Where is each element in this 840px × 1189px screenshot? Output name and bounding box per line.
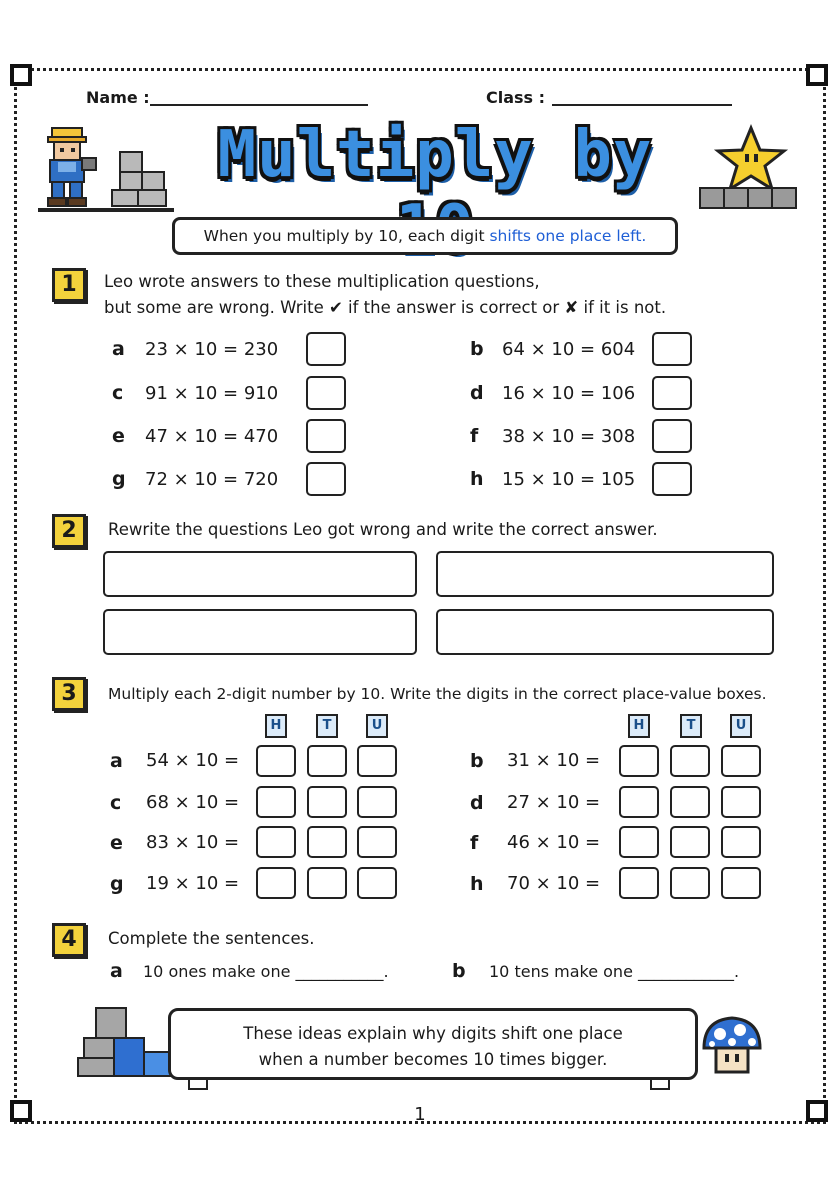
tens-box[interactable] (307, 745, 347, 777)
q3-letter: d (470, 792, 484, 814)
units-box[interactable] (721, 745, 761, 777)
check-box[interactable] (306, 332, 346, 366)
q4-letter: b (452, 960, 466, 982)
units-box[interactable] (721, 786, 761, 818)
footer-note (168, 1008, 698, 1080)
tens-box[interactable] (670, 786, 710, 818)
q3-letter: e (110, 832, 123, 854)
name-label: Name : (86, 88, 150, 107)
section-3-instruction: Multiply each 2-digit number by 10. Write the digits in the correct place-value boxes. (108, 685, 767, 703)
subtitle-highlight: shifts one place left. (489, 227, 647, 245)
q3-equation: 54 × 10 = (146, 750, 240, 771)
q3-letter: h (470, 873, 484, 895)
q1-equation: 47 × 10 = 470 (145, 426, 279, 447)
q1-letter: d (470, 382, 484, 404)
section-2-instruction: Rewrite the questions Leo got wrong and write the correct answer. (108, 520, 658, 539)
q3-equation: 83 × 10 = (146, 832, 240, 853)
footer-line2: when a number becomes 10 times bigger. (258, 1050, 608, 1069)
hundreds-box[interactable] (619, 786, 659, 818)
check-box[interactable] (652, 376, 692, 410)
check-box[interactable] (652, 332, 692, 366)
page-number: 1 (414, 1104, 426, 1125)
q1-equation: 23 × 10 = 230 (145, 339, 279, 360)
answer-box[interactable] (436, 609, 774, 655)
hundreds-box[interactable] (256, 786, 296, 818)
blocks-icon (74, 1004, 182, 1078)
q3-letter: b (470, 750, 484, 772)
q1-equation: 91 × 10 = 910 (145, 383, 279, 404)
q3-equation: 46 × 10 = (507, 832, 601, 853)
q1-equation: 16 × 10 = 106 (502, 383, 636, 404)
hundreds-box[interactable] (256, 867, 296, 899)
q3-equation: 70 × 10 = (507, 873, 601, 894)
q1-letter: g (112, 468, 126, 490)
units-header: U (730, 714, 752, 738)
section-4-instruction: Complete the sentences. (108, 929, 315, 948)
q1-equation: 38 × 10 = 308 (502, 426, 636, 447)
check-box[interactable] (306, 419, 346, 453)
tens-box[interactable] (670, 745, 710, 777)
tens-header: T (316, 714, 338, 738)
section-1-badge: 1 (52, 268, 86, 302)
tens-header: T (680, 714, 702, 738)
sentence-a[interactable]: 10 ones make one ___________. (143, 962, 389, 981)
border-corner (10, 64, 32, 86)
answer-box[interactable] (436, 551, 774, 597)
q1-letter: b (470, 338, 484, 360)
border-corner (806, 1100, 828, 1122)
q3-letter: c (110, 792, 122, 814)
border-corner (10, 1100, 32, 1122)
q1-equation: 15 × 10 = 105 (502, 469, 636, 490)
q1-letter: h (470, 468, 484, 490)
q1-letter: a (112, 338, 125, 360)
subtitle-text: When you multiply by 10, each digit (203, 227, 490, 245)
q1-equation: 64 × 10 = 604 (502, 339, 636, 360)
page-title: Multiply by (217, 118, 653, 192)
footer-stand (188, 1080, 208, 1090)
q1-letter: c (112, 382, 124, 404)
section-3-badge: 3 (52, 677, 86, 711)
border-corner (806, 64, 828, 86)
q3-equation: 19 × 10 = (146, 873, 240, 894)
hundreds-header: H (628, 714, 650, 738)
units-box[interactable] (357, 786, 397, 818)
tens-box[interactable] (670, 867, 710, 899)
q1-equation: 72 × 10 = 720 (145, 469, 279, 490)
units-box[interactable] (357, 867, 397, 899)
hundreds-box[interactable] (619, 826, 659, 858)
answer-box[interactable] (103, 609, 417, 655)
check-box[interactable] (652, 419, 692, 453)
tens-box[interactable] (307, 786, 347, 818)
builder-character-icon (38, 124, 174, 214)
hundreds-box[interactable] (256, 826, 296, 858)
q3-letter: g (110, 873, 124, 895)
section-1-instruction-line1: Leo wrote answers to these multiplication questions, (104, 272, 540, 291)
units-box[interactable] (721, 867, 761, 899)
units-box[interactable] (357, 745, 397, 777)
class-label: Class : (486, 88, 546, 107)
section-4-badge: 4 (52, 923, 86, 957)
units-box[interactable] (357, 826, 397, 858)
class-field[interactable] (552, 104, 732, 106)
q3-equation: 31 × 10 = (507, 750, 601, 771)
footer-line1: These ideas explain why digits shift one place (243, 1024, 623, 1043)
hundreds-box[interactable] (619, 745, 659, 777)
mushroom-icon (700, 1014, 764, 1080)
tens-box[interactable] (307, 826, 347, 858)
check-box[interactable] (306, 462, 346, 496)
section-1-instruction-line2: but some are wrong. Write ✔ if the answer is correct or ✘ if it is not. (104, 298, 667, 317)
sentence-b[interactable]: 10 tens make one ____________. (489, 962, 740, 981)
subtitle-banner (172, 217, 678, 255)
q3-letter: a (110, 750, 123, 772)
units-box[interactable] (721, 826, 761, 858)
q3-letter: f (470, 832, 479, 854)
tens-box[interactable] (670, 826, 710, 858)
units-header: U (366, 714, 388, 738)
q4-letter: a (110, 960, 123, 982)
name-field[interactable] (150, 104, 368, 106)
footer-stand (650, 1080, 670, 1090)
hundreds-box[interactable] (619, 867, 659, 899)
section-2-badge: 2 (52, 514, 86, 548)
q3-equation: 68 × 10 = (146, 792, 240, 813)
answer-box[interactable] (103, 551, 417, 597)
star-icon (696, 124, 806, 214)
tens-box[interactable] (307, 867, 347, 899)
hundreds-box[interactable] (256, 745, 296, 777)
q1-letter: f (470, 425, 479, 447)
q1-letter: e (112, 425, 125, 447)
hundreds-header: H (265, 714, 287, 738)
q3-equation: 27 × 10 = (507, 792, 601, 813)
check-box[interactable] (306, 376, 346, 410)
check-box[interactable] (652, 462, 692, 496)
